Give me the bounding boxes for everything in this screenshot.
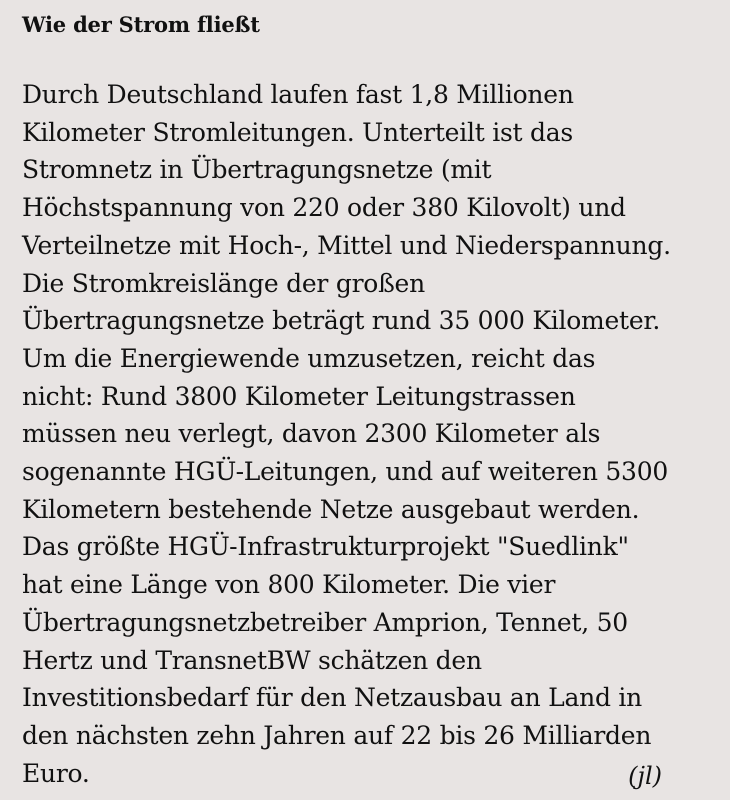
body-line: Die Stromkreislänge der großen	[22, 268, 425, 298]
body-line: Stromnetz in Übertragungsnetze (mit	[22, 155, 492, 185]
author-initials: (jl)	[628, 762, 662, 790]
body-line: Hertz und TransnetBW schätzen den	[22, 645, 482, 675]
body-line: den nächsten zehn Jahren auf 22 bis 26 Milliarden	[22, 720, 652, 750]
body-line: Verteilnetze mit Hoch-, Mittel und Niederspannung.	[22, 230, 671, 260]
body-line: Investitionsbedarf für den Netzausbau an Land in	[22, 683, 643, 713]
body-line: sogenannte HGÜ-Leitungen, und auf weiteren 5300	[22, 457, 669, 487]
body-line: Das größte HGÜ-Infrastrukturprojekt "Suedlink"	[22, 532, 629, 562]
body-line: Um die Energiewende umzusetzen, reicht das	[22, 343, 596, 373]
body-line: Euro.	[22, 758, 90, 788]
article-title: Wie der Strom fließt	[22, 12, 260, 37]
article-body	[22, 76, 712, 792]
body-line: Übertragungsnetzbetreiber Amprion, Tennet, 50	[22, 607, 628, 637]
body-line: Übertragungsnetze beträgt rund 35 000 Kilometer.	[22, 306, 661, 336]
body-line: Höchstspannung von 220 oder 380 Kilovolt) und	[22, 193, 626, 223]
body-line: Durch Deutschland laufen fast 1,8 Millionen	[22, 80, 574, 109]
article-box	[22, 8, 722, 798]
body-line: Kilometer Stromleitungen. Unterteilt ist das	[22, 117, 574, 147]
body-line: nicht: Rund 3800 Kilometer Leitungstrassen	[22, 381, 576, 411]
body-line: hat eine Länge von 800 Kilometer. Die vier	[22, 570, 556, 600]
body-line: Kilometern bestehende Netze ausgebaut werden.	[22, 494, 640, 524]
body-line: müssen neu verlegt, davon 2300 Kilometer als	[22, 419, 601, 449]
